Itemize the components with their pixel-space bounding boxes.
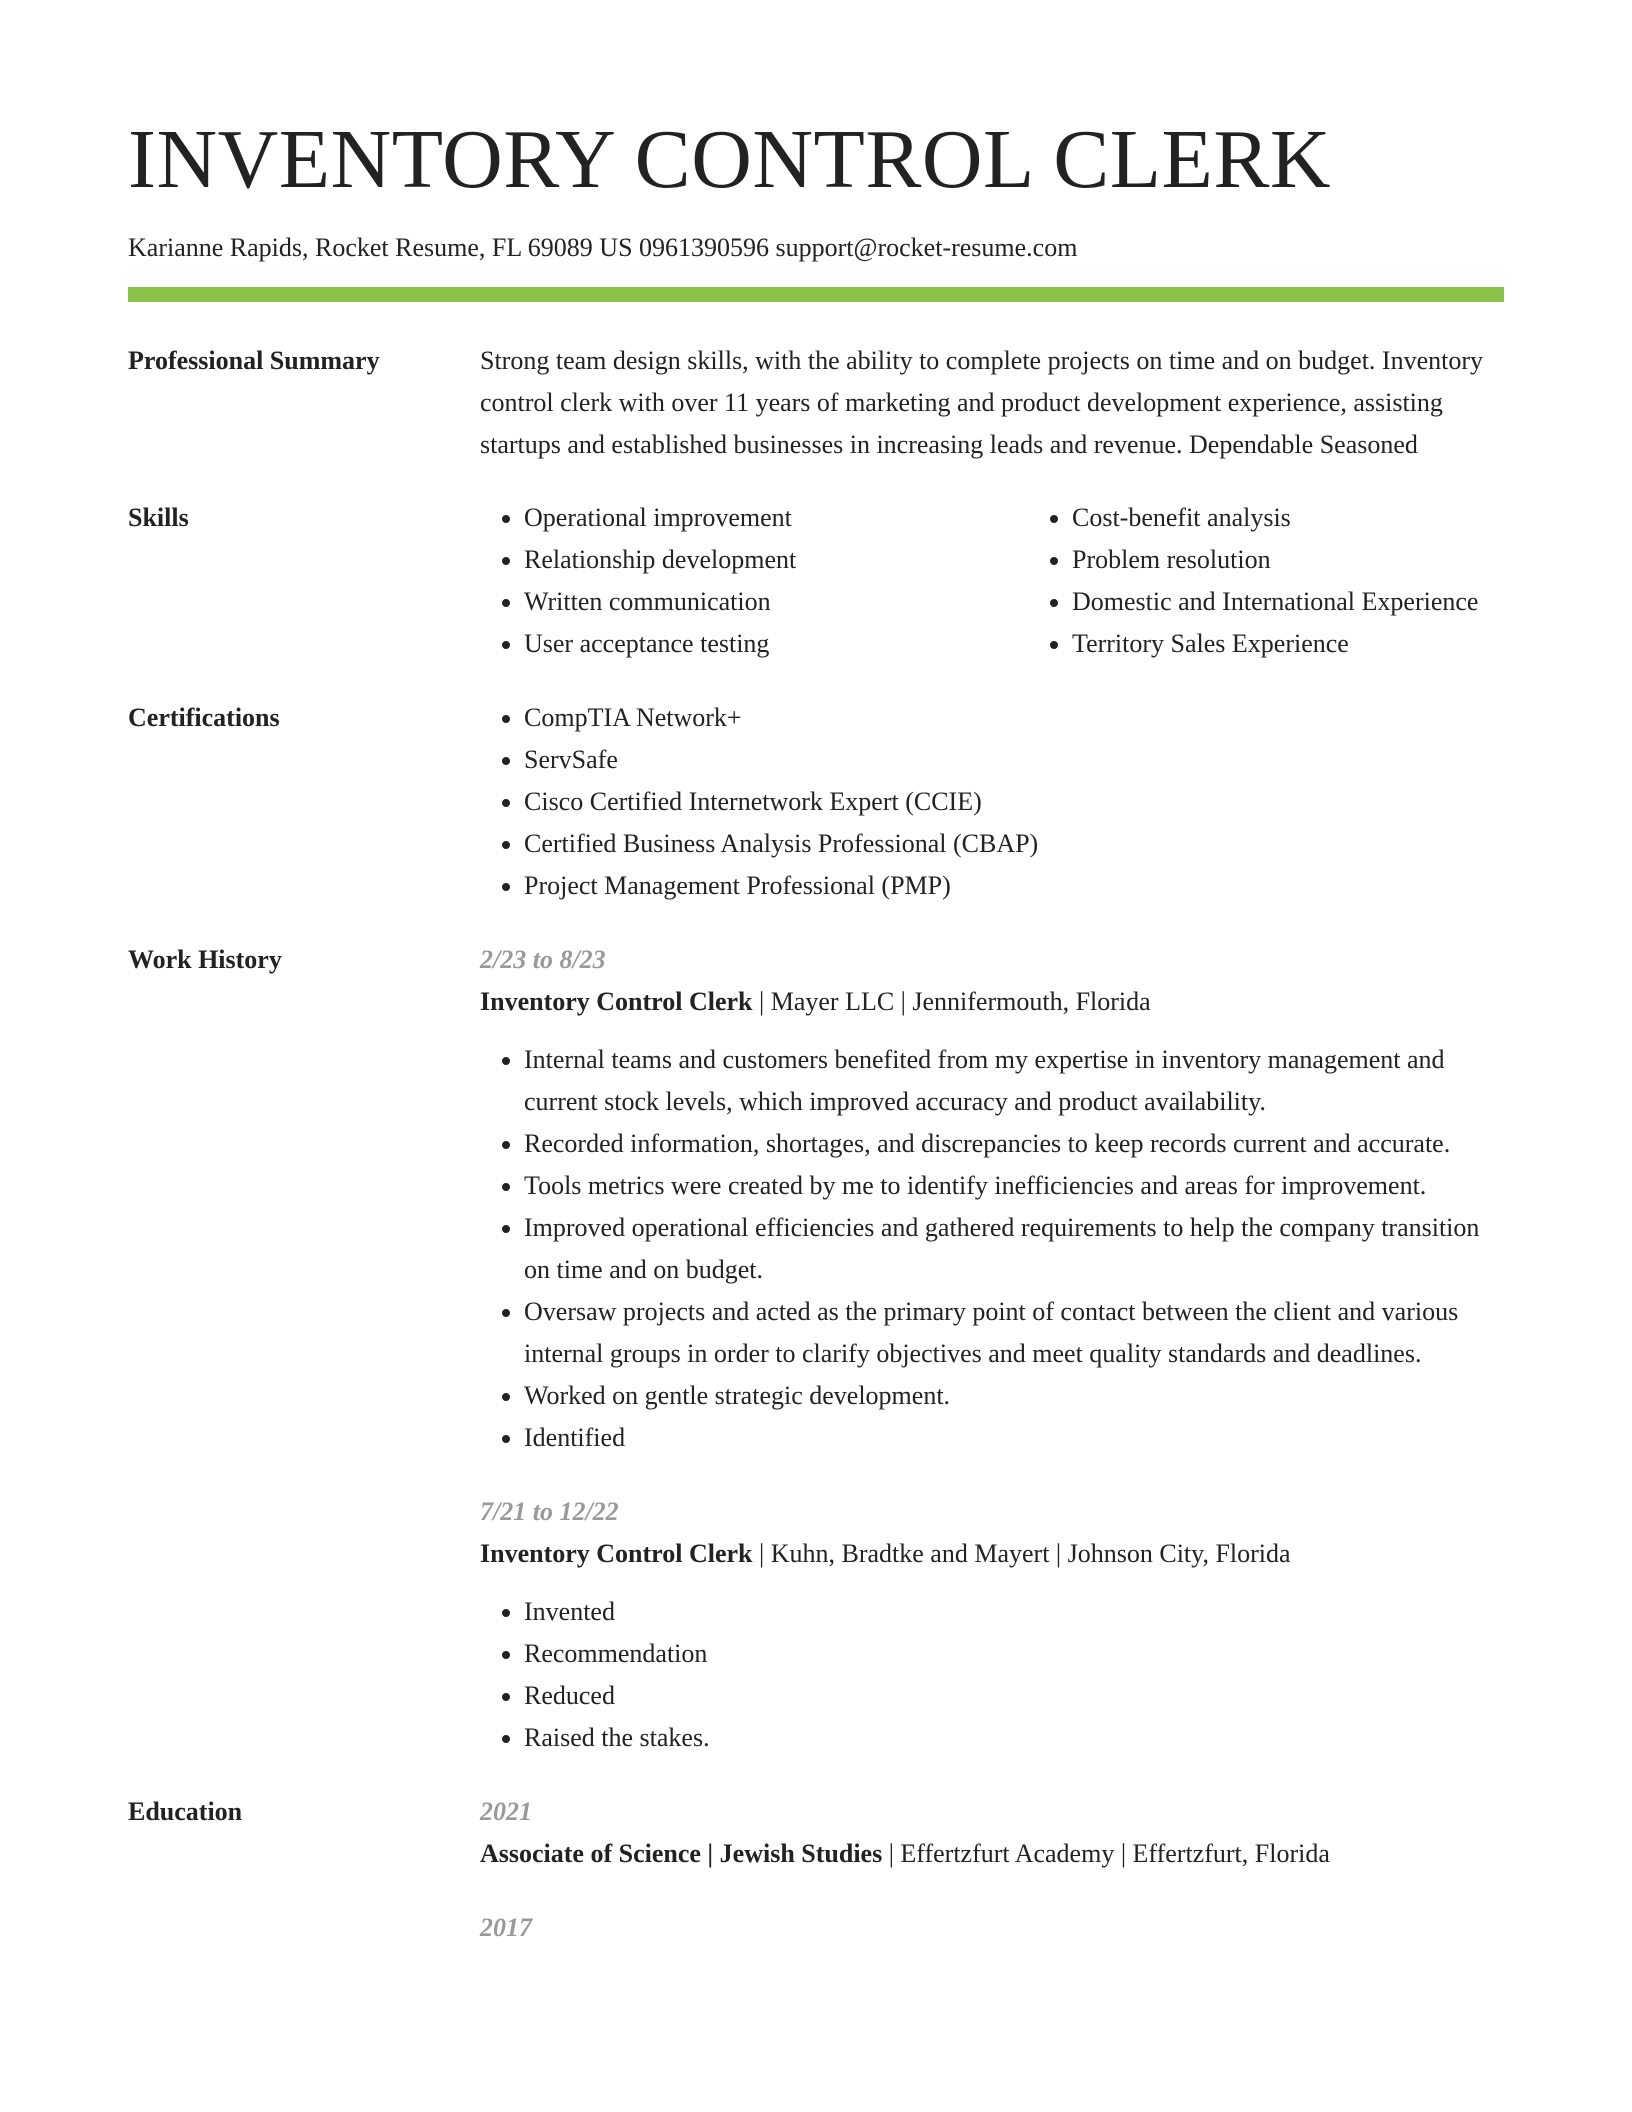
certification-item: • Cisco Certified Internetwork Expert (CCIE) — [524, 781, 1504, 823]
job-bullet: • Recommendation — [524, 1633, 1504, 1675]
skill-item: • Cost-benefit analysis — [1072, 497, 1504, 539]
work-history-section — [128, 939, 1504, 1759]
job-dates: 2/23 to 8/23 — [480, 945, 606, 975]
summary-label: Professional Summary — [128, 346, 380, 376]
job-bullets — [480, 1591, 1504, 1759]
job-heading — [480, 1533, 1504, 1575]
job-dates: 7/21 to 12/22 — [480, 1497, 619, 1527]
skill-item: • User acceptance testing — [524, 623, 1028, 665]
skills-list-right — [1028, 497, 1504, 665]
job-bullet: • Internal teams and customers benefited from my expertise in inventory management and current stock levels, which improved accuracy and product availability. — [524, 1039, 1504, 1123]
certifications-list — [480, 697, 1504, 907]
job-entry — [480, 939, 1504, 1459]
job-bullets — [480, 1039, 1504, 1459]
job-bullet: • Worked on gentle strategic development. — [524, 1375, 1504, 1417]
skills-label: Skills — [128, 503, 189, 533]
job-bullet: • Invented — [524, 1591, 1504, 1633]
skills-section — [128, 497, 1504, 665]
education-section — [128, 1791, 1504, 1949]
skill-item: • Relationship development — [524, 539, 1028, 581]
summary-text: Strong team design skills, with the ability to complete projects on time and on budget. Inventory control clerk with over 11 years of marketing and product development experience, assisting startups and established businesses in increasing leads and revenue. Dependable Seasoned — [480, 346, 1483, 460]
certification-item: • Certified Business Analysis Professional (CBAP) — [524, 823, 1504, 865]
education-year: 2021 — [480, 1797, 532, 1827]
job-details: | Mayer LLC | Jennifermouth, Florida — [752, 987, 1151, 1017]
skill-item: • Domestic and International Experience — [1072, 581, 1504, 623]
resume-title: INVENTORY CONTROL CLERK — [128, 113, 1332, 206]
education-degree: Associate of Science | Jewish Studies — [480, 1839, 883, 1869]
resume-page — [128, 0, 1504, 1949]
education-details: | Effertzfurt Academy | Effertzfurt, Florida — [882, 1839, 1330, 1869]
job-title: Inventory Control Clerk — [480, 987, 753, 1017]
certification-item: • Project Management Professional (PMP) — [524, 865, 1504, 907]
certification-item: • ServSafe — [524, 739, 1504, 781]
education-year: 2017 — [480, 1913, 532, 1943]
skill-item: • Written communication — [524, 581, 1028, 623]
job-heading — [480, 981, 1504, 1023]
education-entry — [480, 1907, 1504, 1949]
contact-line: Karianne Rapids, Rocket Resume, FL 69089 US 0961390596 support@rocket-resume.com — [128, 233, 1078, 262]
certifications-section — [128, 697, 1504, 907]
certification-item: • CompTIA Network+ — [524, 697, 1504, 739]
skill-item: • Territory Sales Experience — [1072, 623, 1504, 665]
job-title: Inventory Control Clerk — [480, 1539, 753, 1569]
skills-list-left — [480, 497, 1028, 665]
job-bullet: • Recorded information, shortages, and discrepancies to keep records current and accurate. — [524, 1123, 1504, 1165]
education-entry — [480, 1791, 1504, 1875]
job-bullet: • Reduced — [524, 1675, 1504, 1717]
job-bullet: • Oversaw projects and acted as the primary point of contact between the client and various internal groups in order to clarify objectives and meet quality standards and deadlines. — [524, 1291, 1504, 1375]
certifications-label: Certifications — [128, 703, 280, 733]
skill-item: • Operational improvement — [524, 497, 1028, 539]
summary-section — [128, 340, 1504, 466]
job-bullet: • Tools metrics were created by me to identify inefficiencies and areas for improvement. — [524, 1165, 1504, 1207]
job-details: | Kuhn, Bradtke and Mayert | Johnson City, Florida — [752, 1539, 1291, 1569]
work-history-label: Work History — [128, 945, 282, 975]
accent-divider — [128, 287, 1504, 302]
job-bullet: • Improved operational efficiencies and gathered requirements to help the company transition on time and on budget. — [524, 1207, 1504, 1291]
job-bullet: • Raised the stakes. — [524, 1717, 1504, 1759]
education-label: Education — [128, 1797, 243, 1827]
education-heading — [480, 1833, 1504, 1875]
job-bullet: • Identified — [524, 1417, 1504, 1459]
skill-item: • Problem resolution — [1072, 539, 1504, 581]
job-entry — [480, 1491, 1504, 1759]
